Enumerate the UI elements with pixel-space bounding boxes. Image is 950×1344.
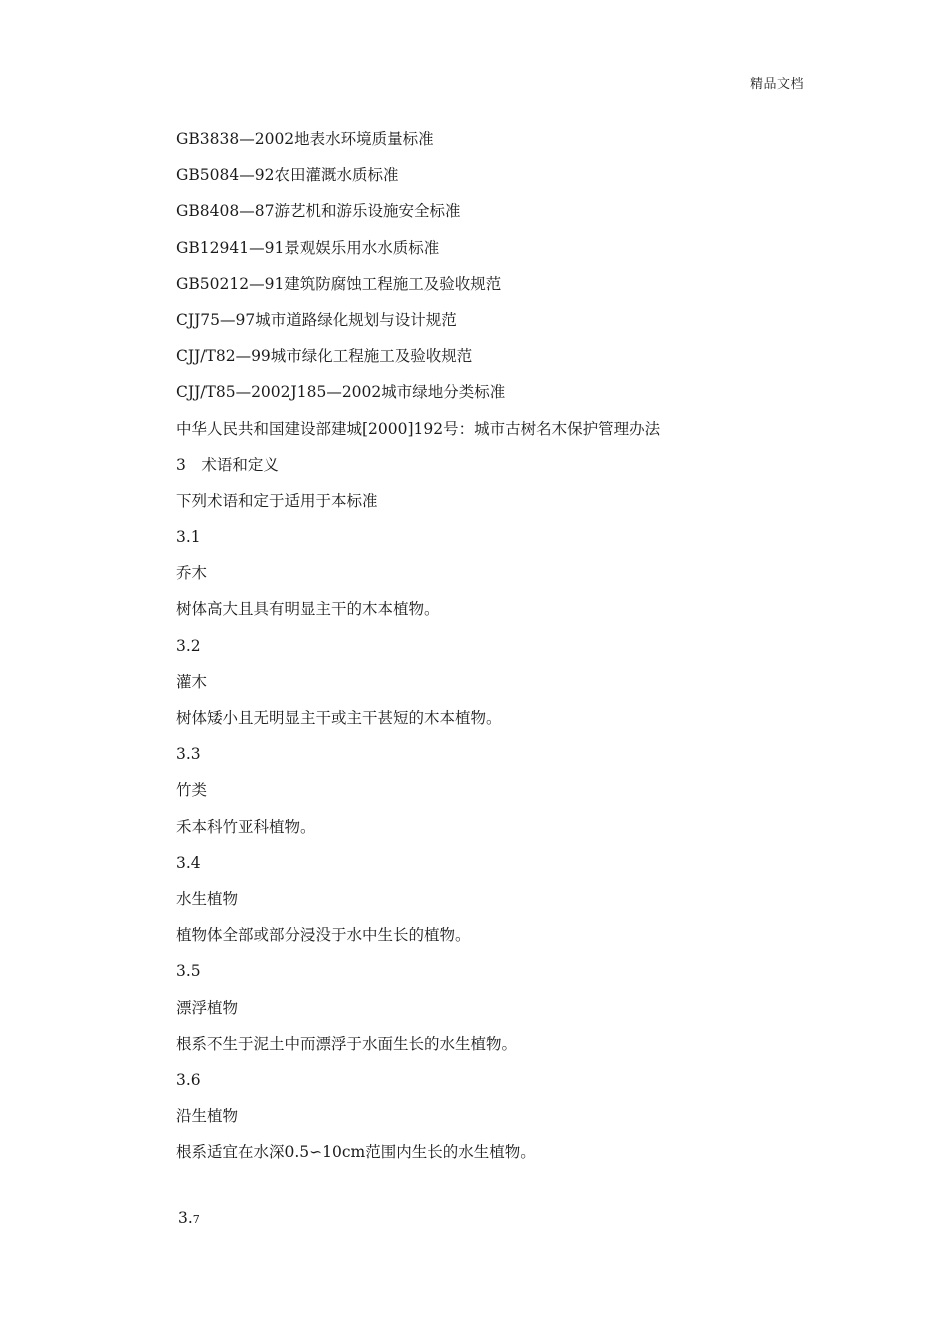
term-definition: 根系不生于泥土中而漂浮于水面生长的水生植物。	[176, 1034, 518, 1053]
term-name: 沿生植物	[176, 1107, 239, 1126]
term-name: 灌木	[176, 672, 208, 691]
document-body	[176, 121, 816, 1170]
term-number: 3.1	[176, 528, 201, 547]
standard-ref-cjj75: CJJ75—97城市道路绿化规划与设计规范	[176, 310, 457, 329]
section-heading-terms: 3 术语和定义	[176, 455, 279, 474]
term-definition: 根系适宜在水深0.5∽10cm范围内生长的水生植物。	[176, 1143, 536, 1162]
standard-ref-gb3838: GB3838—2002地表水环境质量标准	[176, 130, 434, 148]
term-number: 3.3	[176, 745, 201, 764]
next-term-number-main: 3.	[178, 1209, 193, 1227]
term-number: 3.2	[176, 636, 201, 655]
standard-ref-gb12941: GB12941—91景观娱乐用水水质标准	[176, 238, 440, 257]
next-term-number	[178, 1209, 200, 1227]
standard-ref-cjj-t82: CJJ/T82—99城市绿化工程施工及验收规范	[176, 347, 473, 366]
page-header: 精品文档	[749, 77, 804, 92]
term-name: 水生植物	[176, 889, 239, 908]
term-definition: 植物体全部或部分浸没于水中生长的植物。	[176, 926, 471, 945]
standard-ref-ministry-rule: 中华人民共和国建设部建城[2000]192号：城市古树名木保护管理办法	[176, 419, 661, 438]
standard-ref-gb50212: GB50212—91建筑防腐蚀工程施工及验收规范	[176, 274, 502, 293]
term-definition: 禾本科竹亚科植物。	[176, 817, 316, 836]
section-intro: 下列术语和定于适用于本标准	[176, 491, 378, 510]
term-number: 3.6	[176, 1070, 201, 1089]
next-term-number-sub: 7	[192, 1213, 200, 1226]
standard-ref-gb5084: GB5084—92农田灌溉水质标准	[176, 166, 399, 185]
term-definition: 树体矮小且无明显主干或主干甚短的木本植物。	[176, 709, 502, 727]
standard-ref-cjj-t85: CJJ/T85—2002J185—2002城市绿地分类标准	[176, 383, 506, 402]
term-definition: 树体高大且具有明显主干的木本植物。	[176, 600, 440, 619]
term-name: 竹类	[176, 781, 208, 800]
term-name: 乔木	[176, 564, 208, 583]
term-number: 3.4	[176, 853, 201, 872]
term-number: 3.5	[176, 962, 201, 981]
standard-ref-gb8408: GB8408—87游艺机和游乐设施安全标准	[176, 202, 461, 221]
term-name: 漂浮植物	[176, 998, 239, 1017]
